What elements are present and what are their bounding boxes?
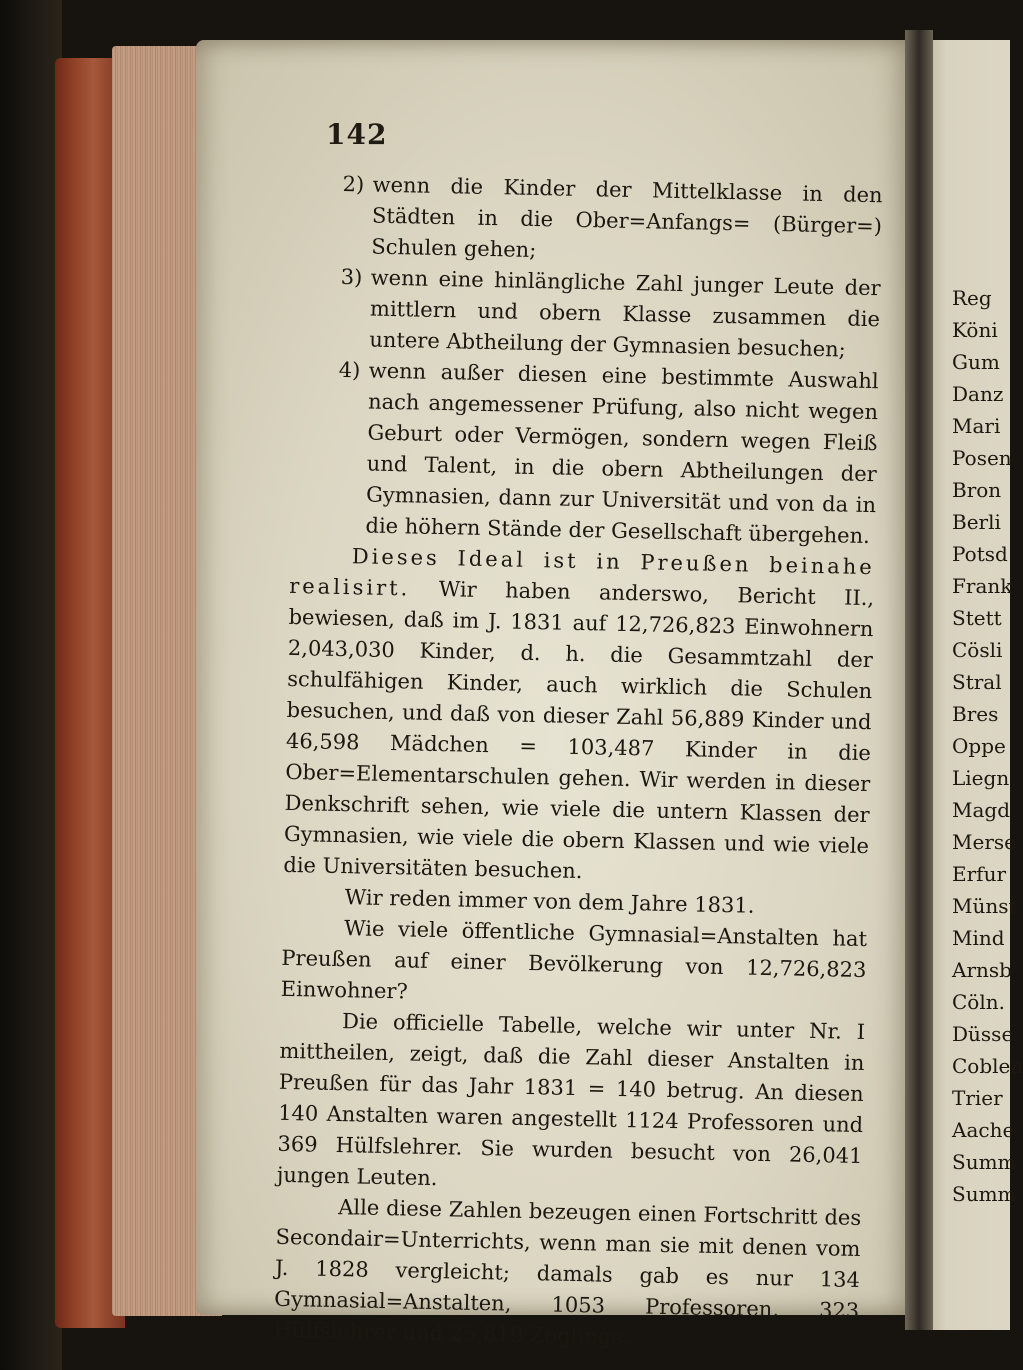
- facing-word: Köni: [952, 318, 998, 342]
- facing-word: Bres: [952, 702, 999, 726]
- facing-word: Coblen: [952, 1054, 1023, 1078]
- list-text: wenn die Kinder der Mittelklasse in den Städten in die Ober=Anfangs= (Bürger=) Schulen gehen;: [371, 172, 883, 263]
- paragraph: Alle diese Zahlen bezeugen einen Fortschritt des Secondair=Unterrichts, wenn man sie mit denen vom J. 1828 vergleicht; damals gab es nur 134 Gymnasial=Anstalten, 1053 Professoren, 323 Hülfslehrer und 25,819 Zöglinge.: [273, 1195, 862, 1350]
- paragraph-text: Wir haben anderswo, Bericht II., bewiesen, daß im J. 1831 auf 12,726,823 Einwohnern 2,043,030 Kinder, d. h. die Gesammtzahl der schulfähigen Kinder, auch wirklich die Schulen besuchen, und daß von dieser Zahl 56,889 Kinder und 46,598 Mädchen = 103,487 Kinder in die Ober=Elementarschulen gehen. Wir werden in dieser Denkschrift sehen, wie viele die untern Klassen der Gymnasien, wie viele die obern Klassen und wie viele die Universitäten besuchen.: [283, 577, 875, 884]
- book-cover: [0, 0, 62, 1370]
- facing-word: Stett: [952, 606, 1002, 630]
- facing-word: Liegn: [952, 766, 1010, 790]
- facing-word: Bron: [952, 478, 1002, 502]
- list-number: 2): [342, 171, 365, 197]
- list-number: 3): [340, 264, 363, 290]
- facing-word: Summ: [952, 1150, 1017, 1174]
- facing-word: Frank: [952, 574, 1013, 598]
- paragraph: [283, 540, 875, 893]
- facing-word: Aache: [952, 1118, 1015, 1142]
- facing-word: Gum: [952, 350, 1000, 374]
- facing-word: Potsd: [952, 542, 1008, 566]
- facing-word: Cösli: [952, 638, 1003, 662]
- facing-word: Mari: [952, 414, 1001, 438]
- list-item: [294, 261, 881, 366]
- facing-page-fragments: [952, 282, 1023, 1210]
- list-item: [290, 354, 879, 552]
- facing-word: Oppe: [952, 734, 1006, 758]
- spaced-emphasis: Dieses Ideal ist in Preußen beinahe realisirt.: [288, 544, 876, 601]
- facing-word: Reg: [952, 286, 992, 310]
- list-text: wenn außer diesen eine bestimmte Auswahl nach angemessener Prüfung, also nicht wegen Geburt oder Vermögen, sondern wegen Fleiß und Talent, in die obern Abtheilungen der Gymnasien, dann zur Universität und von da in die höhern Stände der Gesellschaft übergehen.: [365, 358, 879, 549]
- facing-word: Stral: [952, 670, 1002, 694]
- facing-word: Arnsb: [952, 958, 1012, 982]
- facing-word: Summ: [952, 1182, 1017, 1206]
- page-text: [273, 168, 883, 1358]
- facing-word: Berli: [952, 510, 1001, 534]
- paragraph: Wir reden immer von dem Jahre 1831.: [344, 885, 755, 918]
- paragraph: Wie viele öffentliche Gymnasial=Anstalten hat Preußen auf einer Bevölkerung von 12,726,823 Einwohner?: [280, 916, 868, 1004]
- facing-word: Cöln.: [952, 990, 1005, 1014]
- page-number: 142: [326, 118, 388, 151]
- facing-word: Magd: [952, 798, 1011, 822]
- facing-word: Posen: [952, 446, 1012, 470]
- facing-word: Trier: [952, 1086, 1003, 1110]
- paragraph: Die officielle Tabelle, welche wir unter Nr. I mittheilen, zeigt, daß die Zahl dieser Anstalten in Preußen für das Jahr 1831 = 140 betrug. An diesen 140 Anstalten waren angestellt 1124 Professoren und 369 Hülfslehrer. Sie wurden besucht von 26,041 jungen Leuten.: [276, 1009, 866, 1191]
- list-text: wenn eine hinlängliche Zahl junger Leute der mittlern und obern Klasse zusammen die untere Abtheilung der Gymnasien besuchen;: [369, 265, 881, 362]
- facing-word: Erfur: [952, 862, 1007, 886]
- facing-word: Münst: [952, 894, 1017, 918]
- list-number: 4): [338, 357, 361, 383]
- list-item: [296, 168, 883, 273]
- book-gutter: [905, 30, 933, 1330]
- facing-word: Merse: [952, 830, 1016, 854]
- facing-word: Mind: [952, 926, 1005, 950]
- facing-word: Danz: [952, 382, 1004, 406]
- facing-word: Düsse: [952, 1022, 1014, 1046]
